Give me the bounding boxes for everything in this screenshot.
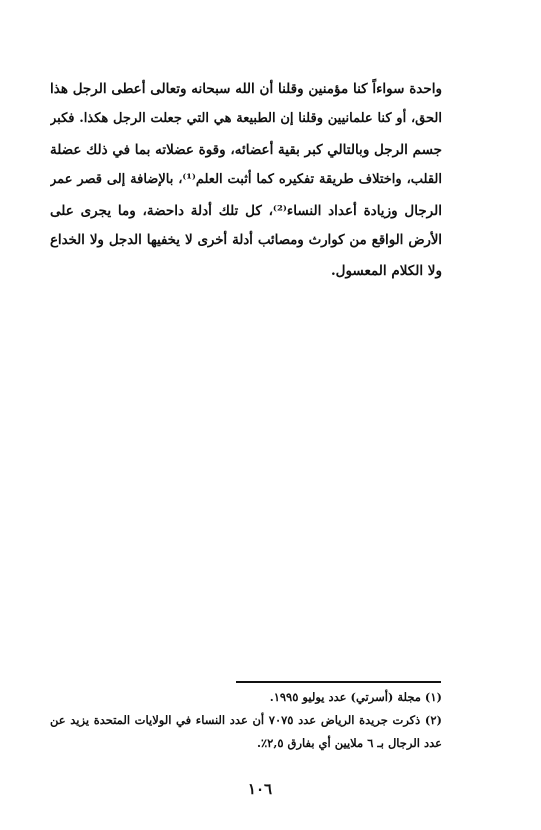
footnote-separator	[236, 681, 441, 683]
page-number: ١٠٦	[247, 780, 273, 798]
body-line: ولا الكلام المعسول.	[330, 263, 442, 280]
body-line: الأرض الواقع من كوارث ومصائب أدلة أخرى لا يخفيها الدجل ولا الخداع	[50, 232, 442, 248]
footnote-2: (٢) ذكرت جريدة الرياض عدد ٧٠٧٥ أن عدد النساء في الولايات المتحدة يزيد عن	[50, 713, 442, 727]
body-line: الرجال وزيادة أعداد النساء⁽²⁾، كل تلك أدلة داحضة، وما يجرى على	[50, 202, 442, 219]
body-line: القلب، واختلاف طريقة تفكيره كما أثبت العلم⁽¹⁾، بالإضافة إلى قصر عمر	[50, 172, 442, 188]
body-line: جسم الرجل وبالتالي كبر بقية أعضائه، وقوة عضلاته بما في ذلك عضلة	[50, 141, 442, 158]
body-paragraph	[50, 74, 442, 287]
footnotes	[50, 686, 442, 755]
footnote-1: (١) مجلة (أسرتي) عدد يوليو ١٩٩٥.	[269, 690, 442, 704]
body-line: واحدة سواءاً كنا مؤمنين وقلنا أن الله سبحانه وتعالى أعطى الرجل هذا	[50, 81, 442, 97]
footnote-2-continued: عدد الرجال بـ ٦ ملايين أي بفارق ٢,٥٪.	[256, 736, 442, 750]
body-line: الحق، أو كنا علمانيين وقلنا إن الطبيعة هي التي جعلت الرجل هكذا. فكبر	[50, 111, 442, 127]
